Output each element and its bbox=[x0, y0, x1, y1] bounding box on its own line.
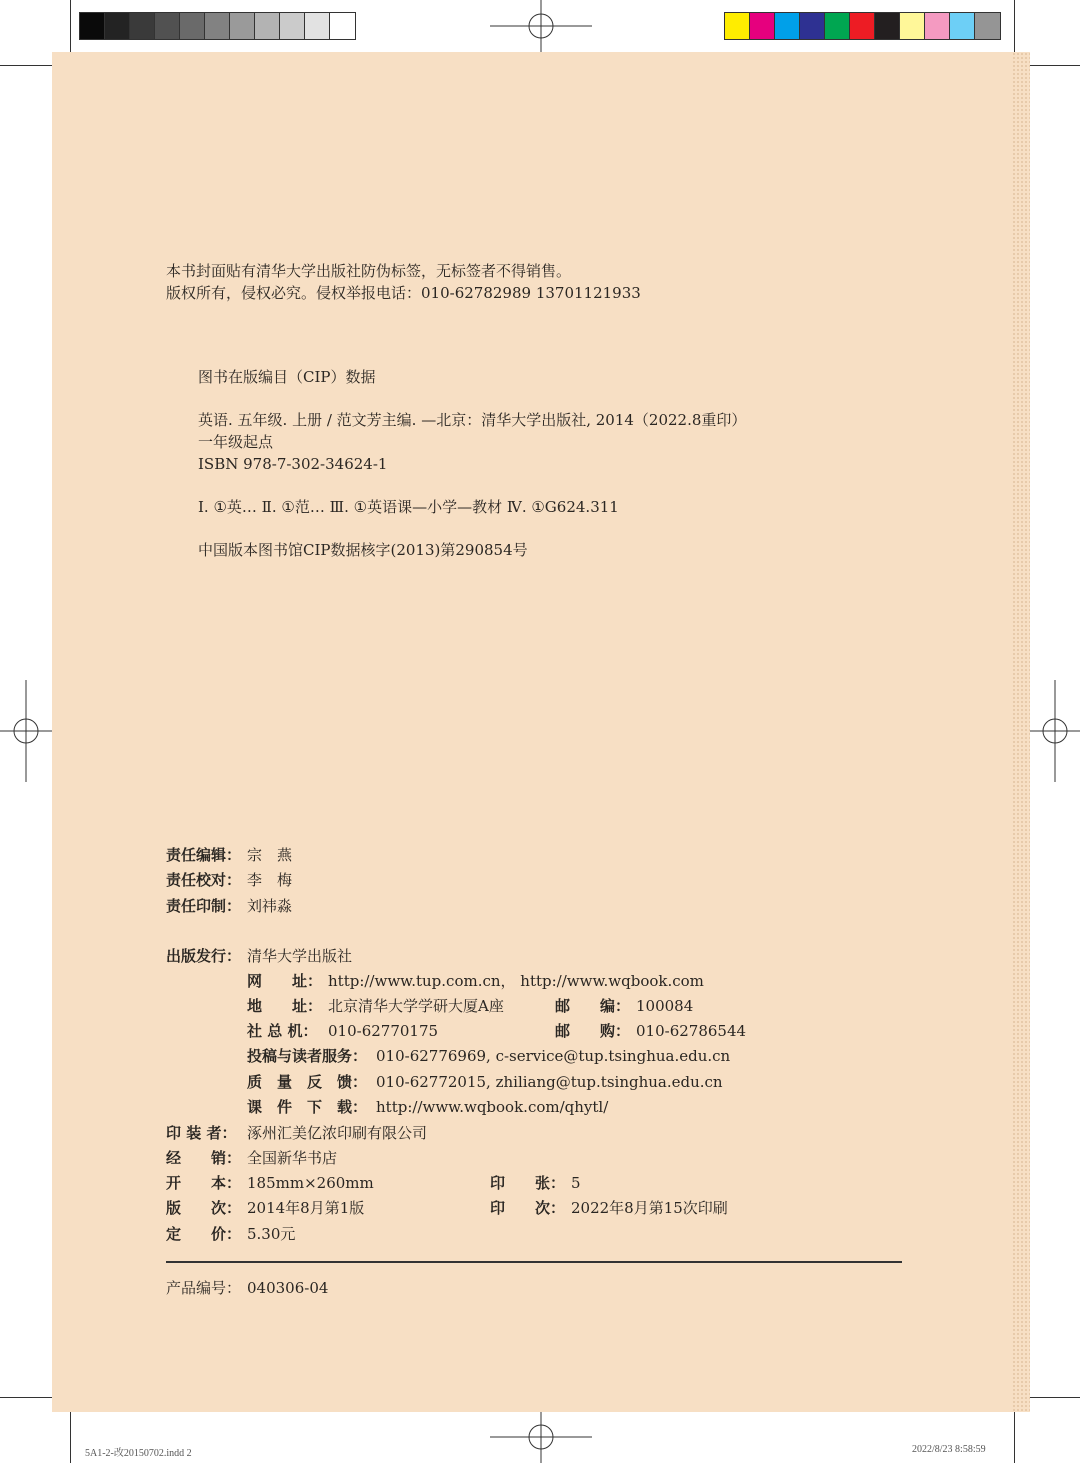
sheets-value: 5 bbox=[571, 1174, 581, 1192]
color-swatch bbox=[950, 13, 975, 39]
cip-record-number: 中国版本图书馆CIP数据核字(2013)第290854号 bbox=[198, 541, 528, 559]
gray-swatch bbox=[155, 13, 180, 39]
print-manager-label: 责任印制： bbox=[166, 897, 242, 915]
publisher-name: 清华大学出版社 bbox=[247, 947, 353, 965]
slug-filename: 5A1-2-改20150702.indd 2 bbox=[85, 1448, 192, 1459]
cip-title-line: 英语. 五年级. 上册 / 范文芳主编. —北京：清华大学出版社, 2014（2022.8重印） bbox=[198, 411, 747, 429]
format-value: 185mm×260mm bbox=[247, 1174, 374, 1192]
price-label: 定 价： bbox=[166, 1225, 242, 1243]
color-swatch bbox=[900, 13, 925, 39]
quality-feedback-label: 质 量 反 馈： bbox=[247, 1073, 368, 1091]
website-label: 网 址： bbox=[247, 972, 323, 990]
reader-service-value: 010-62776969, c-service@tup.tsinghua.edu.cn bbox=[376, 1047, 731, 1065]
gray-swatch bbox=[330, 13, 355, 39]
printing-value: 2022年8月第15次印刷 bbox=[571, 1199, 728, 1217]
color-swatch bbox=[775, 13, 800, 39]
publisher-label: 出版发行： bbox=[166, 947, 242, 965]
printer-label: 印 装 者： bbox=[166, 1124, 237, 1142]
color-swatch bbox=[825, 13, 850, 39]
color-swatch bbox=[925, 13, 950, 39]
zip-value: 100084 bbox=[636, 997, 694, 1015]
registration-mark-left bbox=[0, 680, 52, 782]
gray-swatch bbox=[230, 13, 255, 39]
cip-isbn: ISBN 978-7-302-34624-1 bbox=[198, 455, 388, 473]
color-swatch bbox=[725, 13, 750, 39]
gray-swatch bbox=[205, 13, 230, 39]
print-manager-name: 刘祎淼 bbox=[247, 897, 293, 915]
copyright-notice: 版权所有，侵权必究。侵权举报电话：010-62782989 13701121933 bbox=[166, 284, 641, 302]
cip-heading: 图书在版编目（CIP）数据 bbox=[198, 368, 376, 386]
edition-label: 版 次： bbox=[166, 1199, 242, 1217]
color-swatch bbox=[800, 13, 825, 39]
edition-value: 2014年8月第1版 bbox=[247, 1199, 365, 1217]
crop-mark bbox=[70, 0, 71, 52]
printing-label: 印 次： bbox=[490, 1199, 566, 1217]
color-swatch bbox=[750, 13, 775, 39]
format-label: 开 本： bbox=[166, 1174, 242, 1192]
editor-name: 宗 燕 bbox=[247, 846, 293, 864]
crop-mark bbox=[0, 1397, 52, 1398]
gray-swatch bbox=[105, 13, 130, 39]
cip-classification: Ⅰ. ①英… Ⅱ. ①范… Ⅲ. ①英语课—小学—教材 Ⅳ. ①G624.311 bbox=[198, 498, 619, 516]
process-color-bar bbox=[724, 12, 1001, 40]
page-edge-texture bbox=[1012, 52, 1030, 1412]
sheets-label: 印 张： bbox=[490, 1174, 566, 1192]
crop-mark bbox=[1030, 1397, 1080, 1398]
gray-swatch bbox=[130, 13, 155, 39]
slug-timestamp: 2022/8/23 8:58:59 bbox=[912, 1444, 986, 1455]
crop-mark bbox=[1014, 0, 1015, 52]
switchboard-label: 社 总 机： bbox=[247, 1022, 318, 1040]
product-code-label: 产品编号： bbox=[166, 1279, 242, 1297]
crop-mark bbox=[1030, 65, 1080, 66]
cip-edition-line: 一年级起点 bbox=[198, 433, 274, 451]
product-code-value: 040306-04 bbox=[247, 1279, 329, 1297]
crop-mark bbox=[70, 1412, 71, 1463]
gray-swatch bbox=[280, 13, 305, 39]
registration-mark-bottom bbox=[490, 1412, 592, 1463]
proofreader-name: 李 梅 bbox=[247, 871, 293, 889]
zip-label: 邮 编： bbox=[555, 997, 631, 1015]
reader-service-label: 投稿与读者服务： bbox=[247, 1047, 368, 1065]
color-swatch bbox=[875, 13, 900, 39]
proofreader-label: 责任校对： bbox=[166, 871, 242, 889]
registration-mark-top bbox=[490, 0, 592, 52]
address-value: 北京清华大学学研大厦A座 bbox=[328, 997, 504, 1015]
gray-swatch bbox=[80, 13, 105, 39]
website-value: http://www.tup.com.cn， http://www.wqbook.com bbox=[328, 972, 704, 990]
crop-mark bbox=[1014, 1412, 1015, 1463]
crop-mark bbox=[0, 65, 52, 66]
color-swatch bbox=[850, 13, 875, 39]
price-value: 5.30元 bbox=[247, 1225, 296, 1243]
address-label: 地 址： bbox=[247, 997, 323, 1015]
distributor-label: 经 销： bbox=[166, 1149, 242, 1167]
courseware-value: http://www.wqbook.com/qhytl/ bbox=[376, 1098, 609, 1116]
anti-counterfeit-notice: 本书封面贴有清华大学出版社防伪标签，无标签者不得销售。 bbox=[166, 262, 572, 280]
color-swatch bbox=[975, 13, 1000, 39]
switchboard-value: 010-62770175 bbox=[328, 1022, 439, 1040]
mail-order-value: 010-62786544 bbox=[636, 1022, 747, 1040]
printer-value: 涿州汇美亿浓印刷有限公司 bbox=[247, 1124, 428, 1142]
gray-swatch bbox=[180, 13, 205, 39]
gray-swatch bbox=[305, 13, 330, 39]
gray-swatch bbox=[255, 13, 280, 39]
registration-mark-right bbox=[1030, 680, 1080, 782]
distributor-value: 全国新华书店 bbox=[247, 1149, 338, 1167]
divider-rule bbox=[166, 1261, 902, 1263]
mail-order-label: 邮 购： bbox=[555, 1022, 631, 1040]
editor-label: 责任编辑： bbox=[166, 846, 242, 864]
grayscale-color-bar bbox=[79, 12, 356, 40]
courseware-label: 课 件 下 载： bbox=[247, 1098, 368, 1116]
quality-feedback-value: 010-62772015, zhiliang@tup.tsinghua.edu.cn bbox=[376, 1073, 723, 1091]
